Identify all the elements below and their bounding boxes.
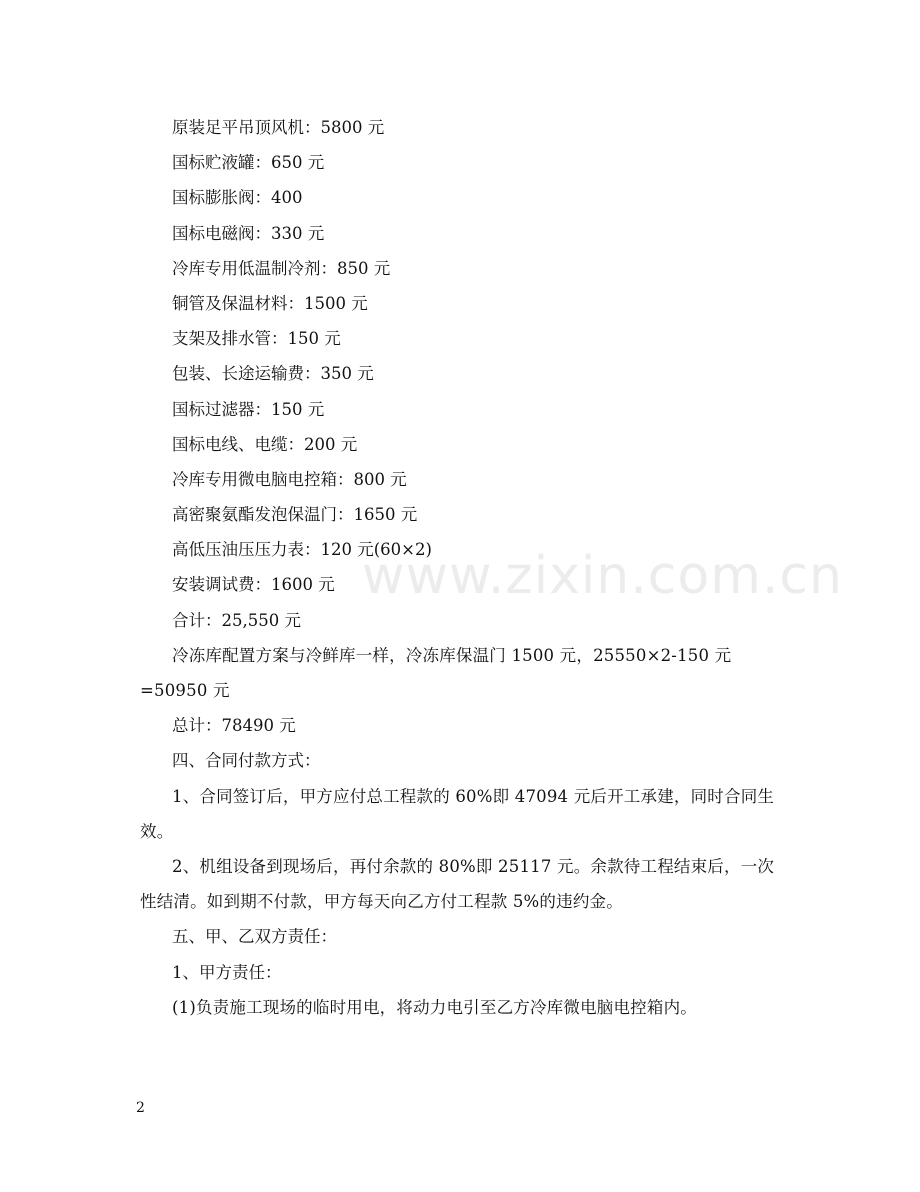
list-item: 国标过滤器：150 元 <box>172 399 325 419</box>
list-item: 支架及排水管：150 元 <box>172 329 341 349</box>
list-item: 国标电线、电缆：200 元 <box>172 434 358 454</box>
payment-clause-1: 1、合同签订后，甲方应付总工程款的 60%即 47094 元后开工承建，同时合同生效。 <box>140 786 775 841</box>
section-heading-payment: 四、合同付款方式： <box>172 751 321 771</box>
list-item: 包装、长途运输费：350 元 <box>172 364 374 384</box>
party-a-clause-1: (1)负责施工现场的临时用电，将动力电引至乙方冷库微电脑电控箱内。 <box>172 997 697 1017</box>
party-a-heading: 1、甲方责任： <box>172 962 282 982</box>
list-item: 国标膨胀阀：400 <box>172 188 303 208</box>
payment-clause-2: 2、机组设备到现场后，再付余款的 80%即 25117 元。余款待工程结束后，一次性结清。如到期不付款，甲方每天向乙方付工程款 5%的违约金。 <box>140 857 775 912</box>
list-item: 冷库专用微电脑电控箱：800 元 <box>172 469 407 489</box>
list-item: 高低压油压压力表：120 元(60×2) <box>172 540 432 560</box>
list-item: 国标贮液罐：650 元 <box>172 153 325 173</box>
document-body <box>140 110 780 1025</box>
page-number: 2 <box>136 1100 145 1116</box>
list-item: 原装足平吊顶风机：5800 元 <box>172 118 385 137</box>
list-item: 安装调试费：1600 元 <box>172 575 335 595</box>
list-item: 冷库专用低温制冷剂：850 元 <box>172 258 391 278</box>
grand-total-line: 总计：78490 元 <box>172 716 296 736</box>
list-item: 铜管及保温材料：1500 元 <box>172 293 368 313</box>
freezer-config-paragraph: 冷冻库配置方案与冷鲜库一样，冷冻库保温门 1500 元，25550×2-150 元=50950 元 <box>140 645 732 701</box>
section-heading-responsibilities: 五、甲、乙双方责任： <box>172 927 337 947</box>
list-item: 高密聚氨酯发泡保温门：1650 元 <box>172 505 418 525</box>
list-item: 国标电磁阀：330 元 <box>172 223 325 243</box>
watermark: www.zixin.com.cn <box>362 546 843 606</box>
subtotal-line: 合计：25,550 元 <box>172 610 301 630</box>
